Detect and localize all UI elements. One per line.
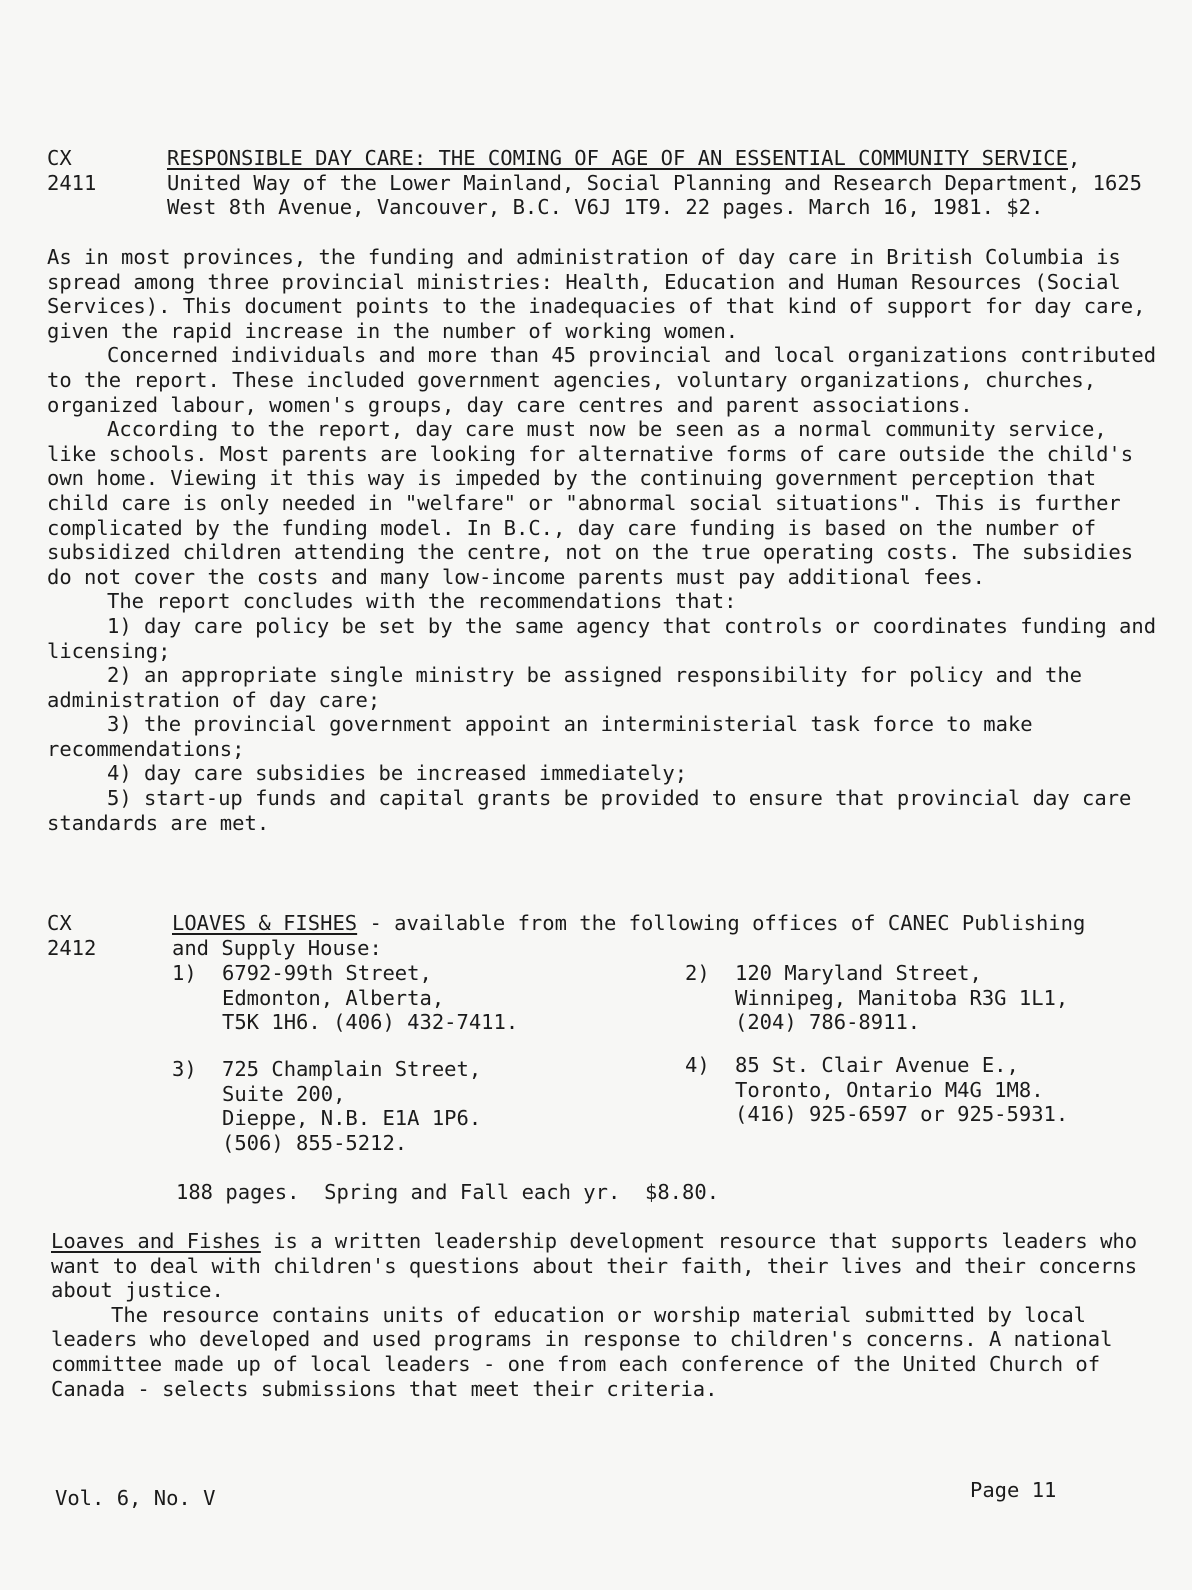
entry-code-number: 2412 — [47, 935, 97, 960]
entry-cx-2411 — [47, 146, 1157, 220]
citation-details-line2: and Supply House: — [172, 935, 382, 960]
paragraph: The resource contains units of education or worship material submitted by local leaders who developed and used programs in response to children's concerns. A national committee made up of local leaders - one from each conference of the United Church of Canada - selects submissions that meet their criteria. — [51, 1302, 1113, 1401]
address-line: 120 Maryland Street, — [735, 961, 982, 985]
paragraph: The report concludes with the recommendations that: — [107, 589, 737, 614]
address-line: (204) 786-8911. — [735, 1010, 921, 1035]
paragraph — [51, 1229, 1161, 1303]
entry-code-prefix: CX — [47, 146, 72, 170]
paragraph: According to the report, day care must now be seen as a normal community service, like schools. Most parents are looking for alternative forms of care outside the child's own home. Viewing it this way is impeded by the continuing government perception that child care is only needed in "welfare" or "abnormal social situations". This is further complicated by the funding model. In B.C., day care funding is based on the number of subsidized children attending the centre, not on the true operating costs. The subsidies do not cover the costs and many low-income parents must pay additional fees. — [47, 417, 1134, 589]
address-line: 85 St. Clair Avenue E., — [735, 1053, 1019, 1077]
recommendation-item: 3) the provincial government appoint an interministerial task force to make recommendations; — [47, 712, 1033, 761]
entry-cx-2412 — [47, 911, 1157, 961]
address-line: Edmonton, Alberta, — [222, 985, 445, 1010]
entry1-abstract — [47, 245, 1157, 835]
office-number: 2) — [685, 961, 710, 985]
publication-info: 188 pages. Spring and Fall each yr. $8.80. — [176, 1180, 720, 1204]
address-line: Toronto, Ontario M4G 1M8. — [735, 1077, 1044, 1102]
address-line: 725 Champlain Street, — [222, 1057, 482, 1081]
entry-title: RESPONSIBLE DAY CARE: THE COMING OF AGE OF AN ESSENTIAL COMMUNITY SERVICE — [167, 146, 1068, 170]
volume-label: Vol. 6, No. V — [55, 1486, 216, 1510]
entry-code-number: 2411 — [47, 170, 97, 195]
address-line: T5K 1H6. (406) 432-7411. — [222, 1010, 519, 1035]
paragraph: As in most provinces, the funding and administration of day care in British Columbia is spread among three provincial ministries: Health, Education and Human Resources (Social Services). This document points to the inadequacies of that kind of support for day care, given the rapid increase in the number of working women. — [47, 245, 1146, 343]
paragraph-text: is a written leadership development resource that supports leaders who want to deal with children's questions about their faith, their lives and their concerns about justice. — [51, 1229, 1138, 1303]
entry2-abstract — [51, 1229, 1161, 1401]
entry-code — [47, 146, 147, 195]
entry-code-prefix: CX — [47, 911, 72, 935]
citation-details: , United Way of the Lower Mainland, Social Planning and Research Department, 1625 West 8th Avenue, Vancouver, B.C. V6J 1T9. 22 pages. March 16, 1981. $2. — [167, 146, 1143, 220]
recommendation-item: 1) day care policy be set by the same agency that controls or coordinates funding and licensing; — [47, 613, 1157, 663]
resource-title: Loaves and Fishes — [51, 1229, 261, 1253]
page-number: Page 11 — [970, 1478, 1057, 1502]
recommendation-item: 5) start-up funds and capital grants be provided to ensure that provincial day care standards are met. — [47, 786, 1132, 835]
address-line: Winnipeg, Manitoba R3G 1L1, — [735, 985, 1069, 1010]
citation — [167, 146, 1157, 220]
paragraph: Concerned individuals and more than 45 provincial and local organizations contributed to the report. These included government agencies, voluntary organizations, churches, organized labour, women's groups, day care centres and parent associations. — [47, 343, 1157, 417]
office-number: 3) — [172, 1057, 197, 1081]
office-addresses — [172, 961, 1122, 1161]
entry-code — [47, 911, 147, 960]
entry-title: LOAVES & FISHES — [172, 911, 358, 935]
address-line: 6792-99th Street, — [222, 961, 432, 985]
recommendation-item: 2) an appropriate single ministry be assigned responsibility for policy and the administration of day care; — [47, 663, 1083, 712]
address-line: Suite 200, — [222, 1081, 346, 1106]
address-line: (416) 925-6597 or 925-5931. — [735, 1102, 1069, 1127]
office-number: 1) — [172, 961, 197, 985]
address-line: Dieppe, N.B. E1A 1P6. — [222, 1106, 482, 1131]
address-line: (506) 855-5212. — [222, 1130, 408, 1155]
citation — [172, 911, 1162, 960]
recommendation-item: 4) day care subsidies be increased immediately; — [107, 761, 688, 786]
citation-details: - available from the following offices of CANEC Publishing — [357, 911, 1086, 935]
office-number: 4) — [685, 1053, 710, 1077]
